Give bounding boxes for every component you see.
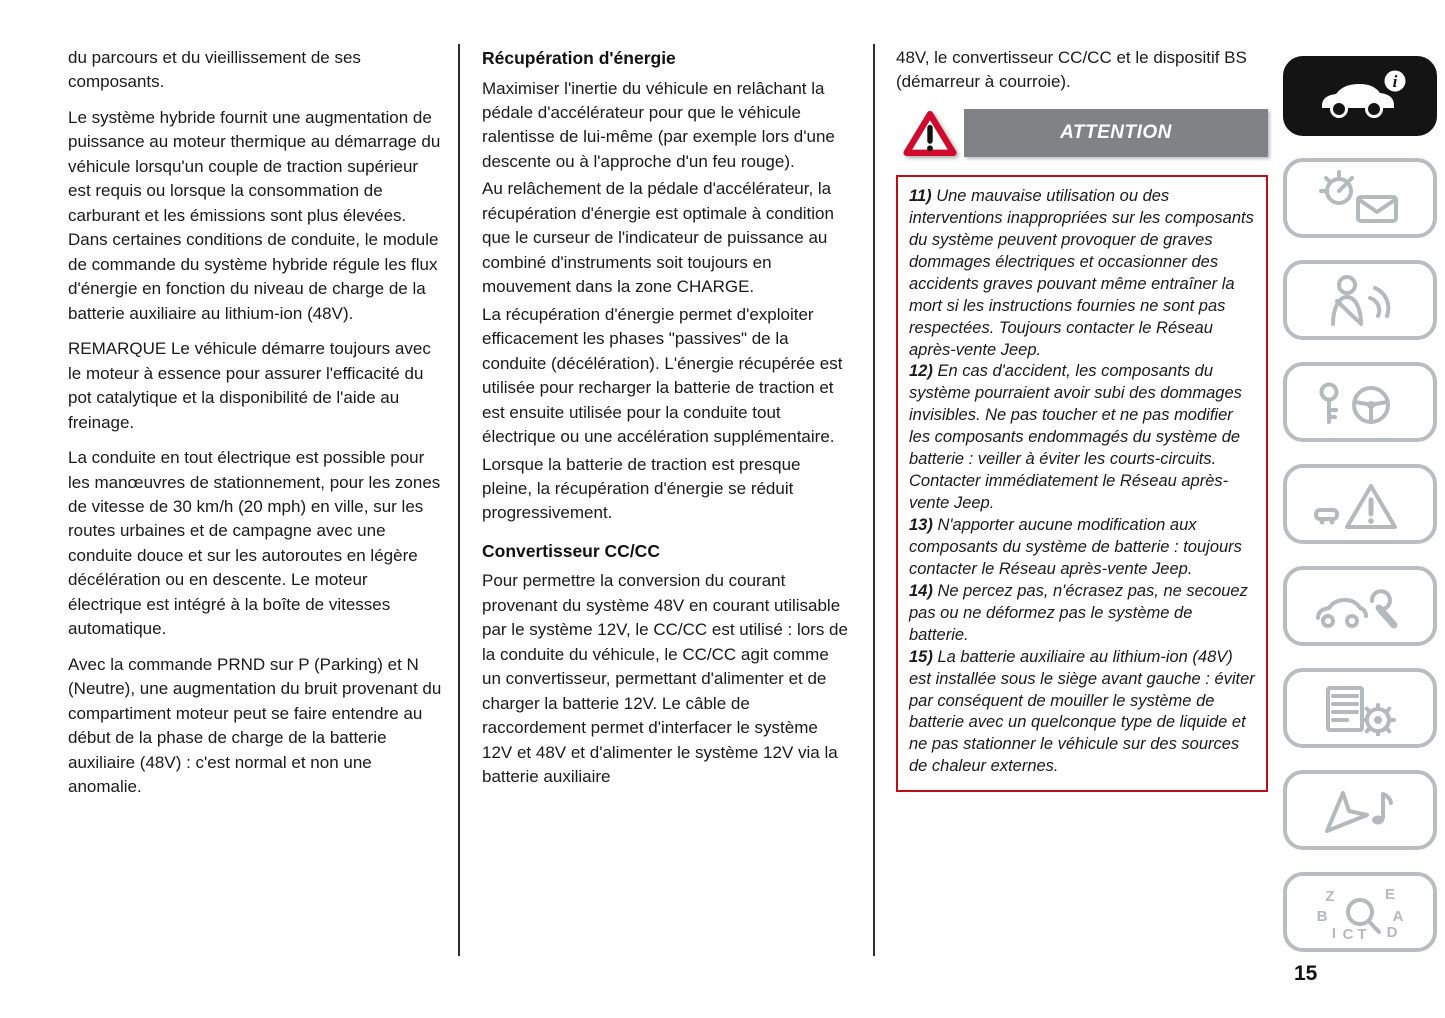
index-letter: T [1357, 926, 1367, 941]
paragraph: Maximiser l'inertie du véhicule en relâchant la pédale d'accélérateur pour que le véhicule ralentisse de lui-même (par exemple lors d'une descente ou à l'approche d'un feu rouge). [482, 78, 835, 171]
column-divider [458, 44, 460, 956]
column-middle [482, 46, 848, 793]
warning-item [909, 581, 1255, 647]
warning-text: Une mauvaise utilisation ou des interventions inappropriées sur les composants du système peuvent provoquer de graves dommages électriques et occasionner des accidents graves pouvant même entraîner la mort si les instructions fournies ne sont pas respectées. Toujours contacter le Réseau après-vente Jeep. [909, 186, 1254, 359]
index-letter: C [1342, 926, 1354, 941]
warning-triangle-car-icon [1310, 476, 1410, 532]
paragraph: Avec la commande PRND sur P (Parking) et N (Neutre), une augmentation du bruit provenant du compartiment moteur peut se faire entendre au début de la phase de charge de la batterie auxiliaire (48V) : c'est normal et non une anomalie. [68, 654, 442, 797]
index-letter: I [1331, 925, 1337, 941]
warning-box [896, 175, 1268, 792]
paragraph: Le système hybride fournit une augmentation de puissance au moteur thermique au démarrage du véhicule lorsqu'un couple de traction supérieur est requis ou lorsque la consommation de carburant et les émissions sont plus élevées. Dans certaines conditions de conduite, le module de commande du système hybride régule les flux d'énergie en fonction du niveau de charge de la batterie auxiliaire au lithium-ion (48V). [68, 107, 441, 323]
paragraph: La conduite en tout électrique est possible pour les manœuvres de stationnement, pour les zones de vitesse de 30 km/h (20 mph) en ville, sur les routes urbaines et de campagne avec une conduite douce et sur les autoroutes en légère décélération ou en descente. Le moteur électrique est intégré à la boîte de vitesses automatique. [68, 448, 441, 639]
section-heading-dc-converter: Convertisseur CC/CC [482, 540, 660, 561]
paragraph-remarque: REMARQUE Le véhicule démarre toujours avec le moteur à essence pour assurer l'efficacité du pot catalytique et la disponibilité de l'aide au freinage. [68, 339, 431, 432]
warning-number: 15) [909, 647, 933, 666]
seatbelt-person-icon [1310, 272, 1410, 328]
car-wrench-icon [1310, 578, 1410, 634]
letters-magnifier-icon [1310, 883, 1410, 941]
tab-index[interactable] [1283, 872, 1437, 952]
attention-header [896, 107, 1268, 159]
column-left [68, 46, 444, 811]
paragraph: du parcours et du vieillissement de ses composants. [68, 48, 361, 92]
index-letter: E [1384, 886, 1396, 903]
attention-label: ATTENTION [964, 109, 1268, 157]
warning-number: 13) [909, 516, 933, 534]
warning-text: N'apporter aucune modification aux composants du système de batterie : toujours contacter le Réseau après-vente Jeep. [909, 516, 1242, 578]
warning-item [909, 515, 1255, 581]
warning-number: 14) [909, 581, 933, 600]
section-tab-bar [1283, 56, 1437, 974]
gauge-message-icon [1310, 170, 1410, 226]
document-gear-icon [1310, 680, 1410, 736]
paragraph: Pour permettre la conversion du courant provenant du système 48V en courant utilisable par le système 12V, le CC/CC est utilisé : lors de la conduite du véhicule, le CC/CC agit comme un convertisseur, permettant d'alimenter et de charger la batterie 12V. Le câble de raccordement permet d'interfacer le système 12V et 48V et d'alimenter le système 12V via la batterie auxiliaire [482, 571, 848, 787]
info-letter: i [1392, 72, 1398, 91]
tab-emergency[interactable] [1283, 464, 1437, 544]
page-number: 15 [1294, 962, 1318, 985]
warning-text: La batterie auxiliaire au lithium-ion (48V) est installée sous le siège avant gauche : éviter par conséquent de mouiller le système de batterie avec un quelconque type de liquide et ne pas stationner le véhicule sur des sources de chaleur externes. [909, 647, 1255, 776]
tab-instrument-panel[interactable] [1283, 158, 1437, 238]
index-letter: D [1386, 924, 1398, 941]
warning-item [909, 186, 1255, 362]
tab-starting-driving[interactable] [1283, 362, 1437, 442]
tab-vehicle-info[interactable] [1283, 56, 1437, 136]
key-steering-wheel-icon [1310, 374, 1410, 430]
warning-number: 12) [909, 362, 933, 381]
warning-text: Ne percez pas, n'écrasez pas, ne secouez pas ou ne déformez pas le système de batterie. [909, 581, 1248, 644]
car-info-icon [1310, 68, 1410, 124]
warning-number: 11) [909, 186, 932, 205]
warning-text: En cas d'accident, les composants du système pourraient avoir subi des dommages invisibles. Ne pas toucher et ne pas modifier les composants endommagés du système de batterie : veiller à éviter les courts-circuits. Contacter immédiatement le Réseau après-vente Jeep. [909, 362, 1242, 513]
tab-technical-data[interactable] [1283, 668, 1437, 748]
paragraph: Au relâchement de la pédale d'accélérateur, la récupération d'énergie est optimale à condition que le curseur de l'indicateur de puissance au combiné d'instruments soit toujours en mouvement dans la zone CHARGE. [482, 179, 834, 297]
tab-servicing[interactable] [1283, 566, 1437, 646]
paragraph: La récupération d'énergie permet d'exploiter efficacement les phases "passives" de la conduite (décélération). L'énergie récupérée est utilisée pour recharger la batterie de traction et est ensuite utilisée pour la conduite tout électrique ou une accélération supplémentaire. [482, 304, 843, 447]
column-right [896, 46, 1268, 792]
column-divider [873, 44, 875, 956]
index-letter: Z [1325, 888, 1335, 905]
section-heading-energy-recovery: Récupération d'énergie [482, 48, 676, 68]
tab-multimedia[interactable] [1283, 770, 1437, 850]
nav-note-icon [1310, 782, 1410, 838]
paragraph: 48V, le convertisseur CC/CC et le dispositif BS (démarreur à courroie). [896, 48, 1247, 92]
index-letter: A [1392, 908, 1404, 925]
warning-item [909, 361, 1255, 515]
index-letter: B [1316, 908, 1328, 925]
paragraph: Lorsque la batterie de traction est presque pleine, la récupération d'énergie se réduit progressivement. [482, 454, 801, 523]
warning-item [909, 647, 1255, 779]
tab-safety[interactable] [1283, 260, 1437, 340]
warning-triangle-icon [896, 108, 964, 158]
